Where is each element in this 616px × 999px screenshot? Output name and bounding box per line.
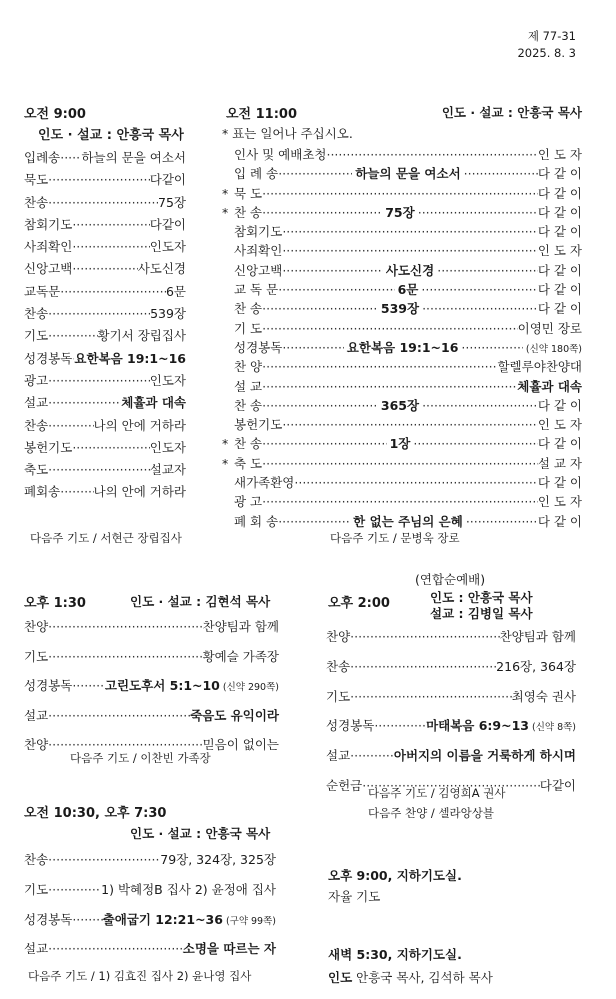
- order-row: [326, 746, 576, 776]
- leader-dots: [72, 261, 137, 276]
- order-value: 마태복음 6:9~13: [426, 718, 529, 734]
- order-label: 찬양: [24, 619, 49, 634]
- order-row: [222, 396, 582, 415]
- service-11-title: 오전 11:00: [226, 107, 298, 122]
- standing-mark: *: [222, 185, 229, 201]
- order-value: 믿음이 없이는: [202, 737, 279, 752]
- order-label: 폐 회 송: [234, 513, 279, 529]
- order-row: [222, 241, 582, 260]
- order-value: 황예슬 가족장: [202, 648, 279, 664]
- order-row: [24, 304, 186, 326]
- order-value: 설교자: [149, 462, 186, 478]
- order-row: [222, 473, 582, 492]
- order-row: [222, 319, 582, 338]
- leader-dots: [464, 166, 538, 181]
- leader-dots: [262, 301, 378, 316]
- order-row: [222, 203, 582, 222]
- service-9-title: 오전 9:00: [24, 107, 86, 122]
- service-130-leader: 인도 · 설교 : 김현석 목사: [130, 594, 271, 609]
- order-label: 광고: [24, 372, 49, 388]
- service-1030-leader: 인도 · 설교 : 안흥국 목사: [130, 826, 271, 841]
- leader-dots: [262, 456, 538, 471]
- service-2-order: [326, 627, 576, 806]
- night-prayer-desc: 자율 기도: [328, 889, 381, 904]
- night-prayer-title: 오후 9:00, 지하기도실.: [328, 868, 462, 883]
- order-label: 설교: [24, 395, 49, 411]
- leader-dots: [48, 195, 158, 210]
- leader-dots: [48, 418, 93, 433]
- order-value: 인 도 자: [537, 147, 582, 162]
- leader-dots: [282, 263, 383, 278]
- order-label: 순헌금: [326, 777, 363, 793]
- leader-dots: [48, 708, 190, 723]
- order-value: 이영민 장로: [517, 320, 582, 336]
- order-row: [24, 259, 186, 281]
- standing-mark: *: [222, 455, 229, 471]
- leader-dots: [418, 205, 538, 220]
- bulletin-header: [517, 28, 576, 62]
- order-row: [24, 193, 186, 215]
- order-value: 체휼과 대속: [121, 395, 186, 411]
- order-value: 다 같 이: [537, 204, 583, 220]
- order-row: [222, 145, 582, 164]
- order-label: 입례송: [24, 150, 61, 165]
- order-row: [24, 647, 279, 677]
- leader-dots: [350, 629, 499, 644]
- leader-dots: [350, 659, 496, 674]
- order-value: 다같이: [149, 172, 186, 188]
- service-130-title: 오후 1:30: [24, 596, 86, 611]
- order-value: 고린도후서 5:1~10: [104, 678, 220, 693]
- leader-dots: [72, 239, 149, 254]
- order-label: 설 교: [234, 378, 263, 394]
- order-row: [326, 657, 576, 687]
- leader-dots: [262, 494, 538, 509]
- dawn-leader-label: 인도: [328, 970, 353, 985]
- leader-dots: [350, 689, 511, 704]
- order-row: [222, 357, 582, 376]
- order-value: 다 같 이: [537, 166, 582, 182]
- order-detail: 사도신경: [385, 262, 435, 278]
- leader-dots: [461, 340, 522, 355]
- order-row: [222, 434, 582, 453]
- leader-dots: [282, 224, 538, 239]
- order-detail: 요한복음 19:1~16: [346, 339, 459, 355]
- order-row: [24, 880, 276, 910]
- order-value: 다 같 이: [537, 185, 582, 201]
- order-row: [24, 371, 186, 393]
- service-130-order: [24, 617, 279, 765]
- order-label: 찬양: [24, 737, 49, 752]
- order-value: 찬양팀과 함께: [202, 619, 279, 634]
- order-detail: 1장: [389, 436, 411, 452]
- service-2-next-praise: 다음주 찬양 / 셀라앙상블: [368, 806, 494, 820]
- leader-dots: [48, 462, 150, 477]
- order-row: [24, 617, 279, 647]
- order-label: 기도: [24, 648, 49, 664]
- order-row: [24, 215, 186, 237]
- order-value: 다같이: [149, 216, 186, 232]
- order-value: 나의 안에 거하라: [93, 484, 186, 500]
- order-row: [24, 148, 186, 170]
- dawn-leader-names: 안흥국 목사, 김석하 목사: [356, 970, 493, 985]
- order-label: 묵도: [24, 172, 49, 188]
- order-value: 539장: [150, 306, 186, 322]
- order-label: 찬 송: [234, 436, 263, 452]
- leader-dots: [48, 852, 160, 867]
- order-label: 찬양: [326, 629, 351, 644]
- leader-dots: [60, 150, 81, 165]
- leader-dots: [262, 436, 386, 451]
- order-row: [222, 377, 582, 396]
- order-value: 다 같 이: [537, 282, 582, 298]
- leader-dots: [282, 243, 538, 258]
- order-value: 죽음도 유익이라: [190, 707, 279, 723]
- order-label: 교독문: [24, 283, 61, 299]
- order-label: 묵 도: [234, 185, 263, 201]
- service-11-leader: 인도 · 설교 : 안흥국 목사: [441, 105, 582, 120]
- order-detail: 하늘의 문을 여소서: [355, 166, 461, 182]
- order-value: 다 같 이: [537, 224, 582, 240]
- leader-dots: [48, 882, 101, 897]
- leader-dots: [48, 619, 202, 634]
- order-label: 찬 양: [234, 359, 263, 375]
- order-row: [326, 687, 576, 717]
- order-value: 인도자: [149, 439, 186, 455]
- order-value: 다 같 이: [537, 301, 583, 317]
- page-reference: (신약 8쪽): [531, 722, 576, 734]
- order-value: 황기서 장립집사: [97, 328, 186, 344]
- leader-dots: [48, 395, 121, 410]
- order-value: 아버지의 이름을 거룩하게 하시며: [393, 748, 576, 764]
- leader-dots: [278, 514, 350, 529]
- order-row: [222, 512, 582, 531]
- order-label: 봉헌기도: [24, 439, 73, 455]
- order-detail: 6문: [397, 282, 419, 298]
- service-9-next-week: 다음주 기도 / 서현근 장립집사: [30, 531, 182, 545]
- order-row: [222, 338, 582, 357]
- order-label: 찬 송: [234, 301, 263, 317]
- service-2-title: 오후 2:00: [328, 596, 390, 611]
- order-detail: 365장: [380, 397, 420, 413]
- union-service-label: (연합순예배): [415, 572, 486, 587]
- leader-dots: [282, 340, 343, 355]
- order-value: 1) 박혜정B 집사 2) 윤정애 집사: [101, 881, 276, 897]
- order-label: 찬송: [326, 658, 351, 674]
- leader-dots: [262, 186, 538, 201]
- order-value: 인 도 자: [537, 417, 582, 433]
- order-row: [222, 222, 582, 241]
- order-row: [24, 282, 186, 304]
- leader-dots: [278, 282, 394, 297]
- order-row: [222, 415, 582, 434]
- order-row: [222, 492, 582, 511]
- leader-dots: [72, 440, 149, 455]
- order-row: [24, 170, 186, 192]
- leader-dots: [374, 718, 426, 733]
- service-11-order: [222, 145, 582, 531]
- service-2-next-prayer: 다음주 기도 / 김영희A 권사: [368, 786, 506, 800]
- order-label: 교 독 문: [234, 282, 279, 298]
- leader-dots: [262, 321, 518, 336]
- order-row: [222, 454, 582, 473]
- order-label: 성경봉독: [24, 678, 73, 693]
- order-value: 216장, 364장: [496, 658, 576, 674]
- order-label: 사죄확인: [24, 239, 73, 255]
- order-value: 나의 안에 거하라: [93, 417, 186, 433]
- order-row: [222, 280, 582, 299]
- order-label: 신앙고백: [24, 261, 73, 277]
- order-value: 75장: [158, 194, 186, 210]
- order-value: 다같이: [539, 777, 576, 793]
- leader-dots: [437, 263, 538, 278]
- order-row: [24, 326, 186, 348]
- order-label: 설교: [24, 707, 49, 723]
- service-11-next-week: 다음주 기도 / 문병욱 장로: [330, 531, 460, 545]
- leader-dots: [48, 172, 150, 187]
- service-1030-next-week: 다음주 기도 / 1) 김효진 집사 2) 윤나영 집사: [28, 969, 252, 983]
- service-1030-title: 오전 10:30, 오후 7:30: [24, 806, 167, 821]
- standing-mark: *: [222, 204, 229, 220]
- order-label: 설교: [24, 941, 49, 957]
- leader-dots: [262, 379, 517, 394]
- order-label: 찬 송: [234, 397, 263, 413]
- leader-dots: [466, 514, 538, 529]
- order-label: 축 도: [234, 455, 263, 471]
- leader-dots: [350, 748, 394, 763]
- order-value: 소명을 따르는 자: [182, 941, 276, 957]
- leader-dots: [294, 475, 537, 490]
- order-label: 광 고: [234, 494, 263, 510]
- order-value: 다 같 이: [537, 436, 582, 452]
- order-label: 찬송: [24, 194, 49, 210]
- order-value: 79장, 324장, 325장: [160, 852, 276, 867]
- leader-dots: [48, 328, 97, 343]
- order-row: [24, 393, 186, 415]
- order-value: 인도자: [149, 239, 186, 255]
- order-label: 신앙고백: [234, 262, 283, 278]
- order-row: [222, 261, 582, 280]
- order-row: [24, 438, 186, 460]
- order-value: 다 같 이: [537, 397, 583, 413]
- order-row: [24, 910, 276, 940]
- leader-dots: [422, 301, 538, 316]
- order-detail: 한 없는 주님의 은혜: [353, 513, 463, 529]
- standing-mark: *: [222, 436, 229, 452]
- leader-dots: [278, 166, 352, 181]
- order-label: 기도: [24, 328, 49, 344]
- order-value: 인 도 자: [537, 243, 582, 259]
- dawn-prayer-title: 새벽 5:30, 지하기도실.: [328, 947, 462, 962]
- order-row: [24, 706, 279, 736]
- service-2-preacher: 설교 : 김병일 목사: [430, 606, 533, 621]
- order-value: 6문: [165, 283, 186, 299]
- order-label: 축도: [24, 462, 49, 478]
- order-row: [326, 627, 576, 657]
- leader-dots: [72, 678, 105, 693]
- order-label: 찬 송: [234, 204, 263, 220]
- leader-dots: [422, 398, 538, 413]
- order-row: [326, 716, 576, 746]
- leader-dots: [262, 359, 497, 374]
- leader-dots: [413, 436, 537, 451]
- order-label: 성경봉독: [24, 350, 73, 366]
- order-row: [24, 416, 186, 438]
- dawn-prayer-leader: [328, 968, 493, 986]
- leader-dots: [48, 373, 150, 388]
- order-detail: 75장: [385, 204, 415, 220]
- leader-dots: [421, 282, 537, 297]
- leader-dots: [48, 941, 183, 956]
- page-reference: (구약 99쪽): [225, 915, 276, 927]
- leader-dots: [60, 484, 93, 499]
- order-label: 기도: [326, 688, 351, 704]
- service-130-next-week: 다음주 기도 / 이찬빈 가족장: [70, 751, 211, 765]
- leader-dots: [72, 912, 102, 927]
- order-label: 찬송: [24, 852, 49, 867]
- order-value: 사도신경: [137, 261, 186, 277]
- order-row: [24, 349, 186, 371]
- page-reference: (신약 290쪽): [222, 682, 279, 693]
- service-11-note: * 표는 일어나 주십시오.: [222, 126, 353, 141]
- order-label: 기 도: [234, 320, 263, 336]
- order-value: 다 같 이: [537, 262, 582, 278]
- order-value: 찬양팀과 함께: [499, 629, 576, 644]
- order-value: 체휼과 대속: [517, 378, 582, 394]
- order-row: [24, 676, 279, 706]
- order-value: 인 도 자: [537, 494, 582, 510]
- leader-dots: [72, 217, 149, 232]
- order-label: 사죄확인: [234, 243, 283, 259]
- order-row: [24, 237, 186, 259]
- order-row: [222, 299, 582, 318]
- order-label: 성경봉독: [326, 718, 375, 734]
- order-label: 성경봉독: [234, 339, 283, 355]
- order-value: 다 같 이: [537, 513, 582, 529]
- order-value: 하늘의 문을 여소서: [81, 150, 186, 165]
- order-label: 참회기도: [24, 216, 73, 232]
- leader-dots: [326, 147, 537, 162]
- order-value: 출애굽기 12:21~36: [102, 911, 223, 927]
- order-value: 요한복음 19:1~16: [74, 350, 186, 366]
- leader-dots: [282, 417, 538, 432]
- order-value: 인도자: [149, 372, 186, 388]
- leader-dots: [60, 284, 166, 299]
- order-row: [222, 164, 582, 183]
- leader-dots: [262, 205, 382, 220]
- service-9-leader: 인도 · 설교 : 안흥국 목사: [38, 128, 184, 143]
- order-row: [222, 184, 582, 203]
- leader-dots: [48, 306, 150, 321]
- order-value: 최영숙 권사: [511, 688, 576, 704]
- order-row: [24, 939, 276, 969]
- service-2-leader: 인도 : 안흥국 목사: [430, 590, 533, 605]
- order-label: 설교: [326, 748, 351, 764]
- order-row: [24, 482, 186, 504]
- order-value: 다 같 이: [537, 475, 582, 491]
- order-label: 성경봉독: [24, 911, 73, 927]
- order-detail: 539장: [380, 301, 420, 317]
- leader-dots: [262, 398, 378, 413]
- order-label: 새가족환영: [234, 475, 295, 491]
- order-label: 폐회송: [24, 484, 61, 500]
- order-label: 인사 및 예배초청: [234, 147, 327, 162]
- order-label: 봉헌기도: [234, 417, 283, 433]
- service-9-order: [24, 148, 186, 505]
- order-label: 기도: [24, 881, 49, 897]
- order-row: [24, 460, 186, 482]
- issue-date: 2025. 8. 3: [517, 46, 576, 60]
- order-label: 참회기도: [234, 224, 283, 240]
- order-label: 찬송: [24, 417, 49, 433]
- service-1030-order: [24, 850, 276, 969]
- order-row: [24, 850, 276, 880]
- order-value: 할렐루야찬양대: [497, 359, 582, 375]
- order-value: 설 교 자: [537, 455, 582, 471]
- page-reference: (신약 180쪽): [525, 343, 583, 355]
- order-label: 입 례 송: [234, 166, 279, 182]
- leader-dots: [48, 649, 202, 664]
- order-label: 찬송: [24, 306, 49, 322]
- issue-number: 제 77-31: [527, 29, 576, 43]
